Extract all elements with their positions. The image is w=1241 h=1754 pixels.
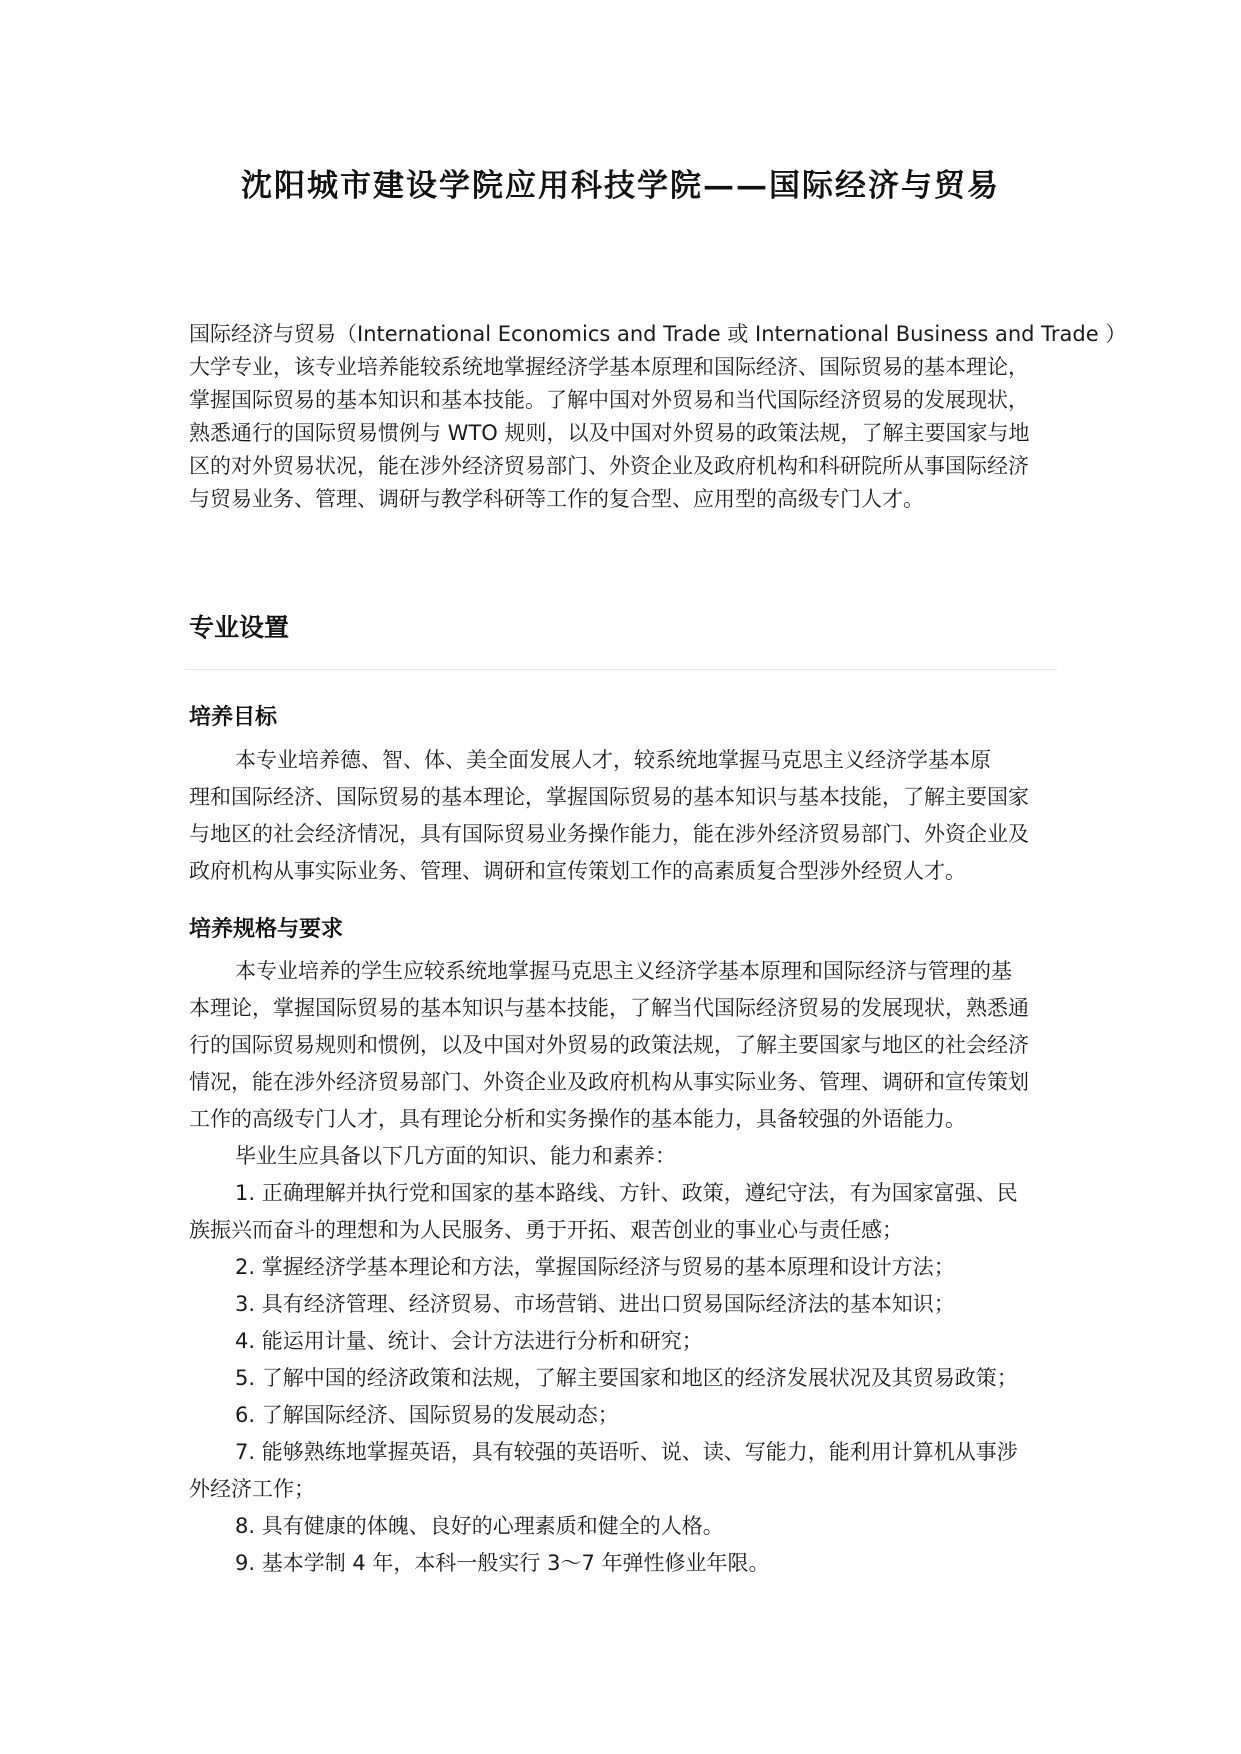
requirements-paragraph	[189, 953, 1069, 1582]
list-item-1: 1. 正确理解并执行党和国家的基本路线、方针、政策，遵纪守法，有为国家富强、民	[235, 1181, 1018, 1205]
requirements-line: 毕业生应具备以下几方面的知识、能力和素养：	[235, 1144, 676, 1168]
intro-line: 与贸易业务、管理、调研与教学科研等工作的复合型、应用型的高级专门人才。	[189, 487, 924, 511]
list-item-8: 8. 具有健康的体魄、良好的心理素质和健全的人格。	[235, 1514, 724, 1538]
requirements-line: 情况，能在涉外经济贸易部门、外资企业及政府机构从事实际业务、管理、调研和宣传策划	[189, 1070, 1029, 1094]
requirements-line: 工作的高级专门人才，具有理论分析和实务操作的基本能力，具备较强的外语能力。	[189, 1107, 966, 1131]
objective-line: 政府机构从事实际业务、管理、调研和宣传策划工作的高素质复合型涉外经贸人才。	[189, 859, 966, 883]
list-item-4: 4. 能运用计量、统计、会计方法进行分析和研究；	[235, 1329, 703, 1353]
page-title: 沈阳城市建设学院应用科技学院——国际经济与贸易	[241, 168, 1000, 204]
section-divider	[185, 669, 1057, 670]
list-item-3: 3. 具有经济管理、经济贸易、市场营销、进出口贸易国际经济法的基本知识；	[235, 1292, 955, 1316]
intro-line: 区的对外贸易状况，能在涉外经济贸易部门、外资企业及政府机构和科研院所从事国际经济	[189, 454, 1029, 478]
requirements-line: 本理论，掌握国际贸易的基本知识与基本技能，了解当代国际经济贸易的发展现状，熟悉通	[189, 996, 1029, 1020]
list-item-6: 6. 了解国际经济、国际贸易的发展动态；	[235, 1403, 619, 1427]
requirements-heading: 培养规格与要求	[189, 917, 344, 942]
list-item-5: 5. 了解中国的经济政策和法规，了解主要国家和地区的经济发展状况及其贸易政策；	[235, 1366, 1018, 1390]
list-item-7-cont: 外经济工作；	[189, 1477, 315, 1501]
requirements-line: 行的国际贸易规则和惯例，以及中国对外贸易的政策法规，了解主要国家与地区的社会经济	[189, 1033, 1029, 1057]
intro-line: 大学专业，该专业培养能较系统地掌握经济学基本原理和国际经济、国际贸易的基本理论，	[189, 355, 1029, 379]
requirements-line: 本专业培养的学生应较系统地掌握马克思主义经济学基本原理和国际经济与管理的基	[235, 959, 1012, 983]
intro-line: 掌握国际贸易的基本知识和基本技能。了解中国对外贸易和当代国际经济贸易的发展现状，	[189, 388, 1029, 412]
intro-line: 熟悉通行的国际贸易惯例与 WTO 规则，以及中国对外贸易的政策法规，了解主要国家与地	[189, 421, 1030, 445]
objective-line: 与地区的社会经济情况，具有国际贸易业务操作能力，能在涉外经济贸易部门、外资企业及	[189, 822, 1029, 846]
intro-line: 国际经济与贸易（International Economics and Trade 或 International Business and Trade ）	[189, 322, 1127, 346]
list-item-1-cont: 族振兴而奋斗的理想和为人民服务、勇于开拓、艰苦创业的事业心与责任感；	[189, 1218, 903, 1242]
list-item-2: 2. 掌握经济学基本理论和方法，掌握国际经济与贸易的基本原理和设计方法；	[235, 1255, 955, 1279]
list-item-9: 9. 基本学制 4 年，本科一般实行 3～7 年弹性修业年限。	[235, 1551, 770, 1575]
objective-paragraph	[189, 742, 1069, 890]
section-heading: 专业设置	[189, 613, 290, 642]
intro-paragraph	[189, 318, 1127, 516]
list-item-7: 7. 能够熟练地掌握英语，具有较强的英语听、说、读、写能力，能利用计算机从事涉	[235, 1440, 1018, 1464]
objective-line: 本专业培养德、智、体、美全面发展人才，较系统地掌握马克思主义经济学基本原	[235, 748, 991, 772]
objective-line: 理和国际经济、国际贸易的基本理论，掌握国际贸易的基本知识与基本技能，了解主要国家	[189, 785, 1029, 809]
objective-heading: 培养目标	[189, 705, 278, 730]
